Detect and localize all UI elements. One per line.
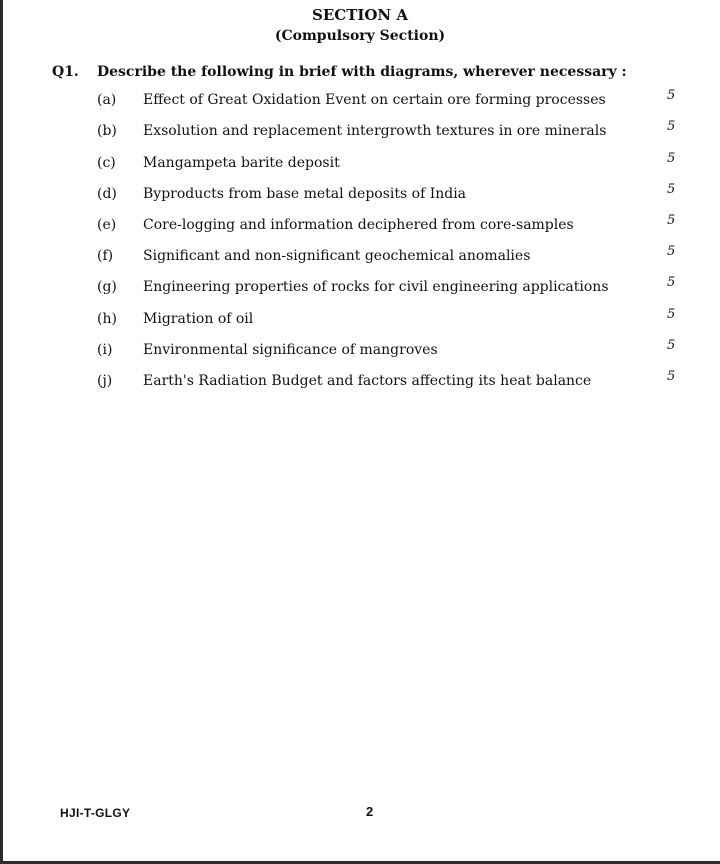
item-label: (h): [97, 311, 117, 327]
list-item: [0, 275, 720, 303]
item-text: Environmental significance of mangroves: [143, 342, 438, 358]
item-text: Exsolution and replacement intergrowth textures in ore minerals: [143, 123, 607, 139]
item-text: Migration of oil: [143, 311, 254, 327]
item-marks: 5: [667, 119, 676, 134]
item-label: (d): [97, 186, 117, 202]
list-item: [0, 307, 720, 335]
list-item: [0, 151, 720, 179]
item-label: (b): [97, 123, 117, 139]
item-marks: 5: [667, 151, 676, 166]
item-marks: 5: [667, 338, 676, 353]
item-label: (c): [97, 155, 116, 171]
item-label: (g): [97, 279, 117, 295]
footer-exam-code: HJI-T-GLGY: [60, 806, 131, 820]
item-label: (f): [97, 248, 114, 264]
item-text: Engineering properties of rocks for civil engineering applications: [143, 279, 609, 295]
list-item: [0, 369, 720, 397]
footer-page-number: 2: [366, 804, 374, 819]
item-label: (j): [97, 373, 113, 389]
item-label: (a): [97, 92, 117, 108]
item-text: Significant and non-significant geochemical anomalies: [143, 248, 531, 264]
list-item: [0, 213, 720, 241]
item-marks: 5: [667, 369, 676, 384]
item-label: (i): [97, 342, 113, 358]
list-item: [0, 182, 720, 210]
item-marks: 5: [667, 275, 676, 290]
section-subtitle: (Compulsory Section): [274, 28, 446, 44]
item-text: Mangampeta barite deposit: [143, 155, 340, 171]
list-item: [0, 338, 720, 366]
item-marks: 5: [667, 244, 676, 259]
item-marks: 5: [667, 307, 676, 322]
item-marks: 5: [667, 213, 676, 228]
item-marks: 5: [667, 88, 676, 103]
question-number: Q1.: [52, 64, 79, 80]
item-text: Earth's Radiation Budget and factors affecting its heat balance: [143, 373, 592, 389]
item-text: Core-logging and information deciphered from core-samples: [143, 217, 574, 233]
question-text: Describe the following in brief with diagrams, wherever necessary :: [97, 64, 627, 80]
list-item: [0, 244, 720, 272]
item-marks: 5: [667, 182, 676, 197]
item-text: Byproducts from base metal deposits of India: [143, 186, 467, 202]
section-title: SECTION A: [311, 6, 409, 24]
item-label: (e): [97, 217, 117, 233]
item-text: Effect of Great Oxidation Event on certain ore forming processes: [143, 92, 606, 108]
list-item: [0, 88, 720, 116]
list-item: [0, 119, 720, 147]
